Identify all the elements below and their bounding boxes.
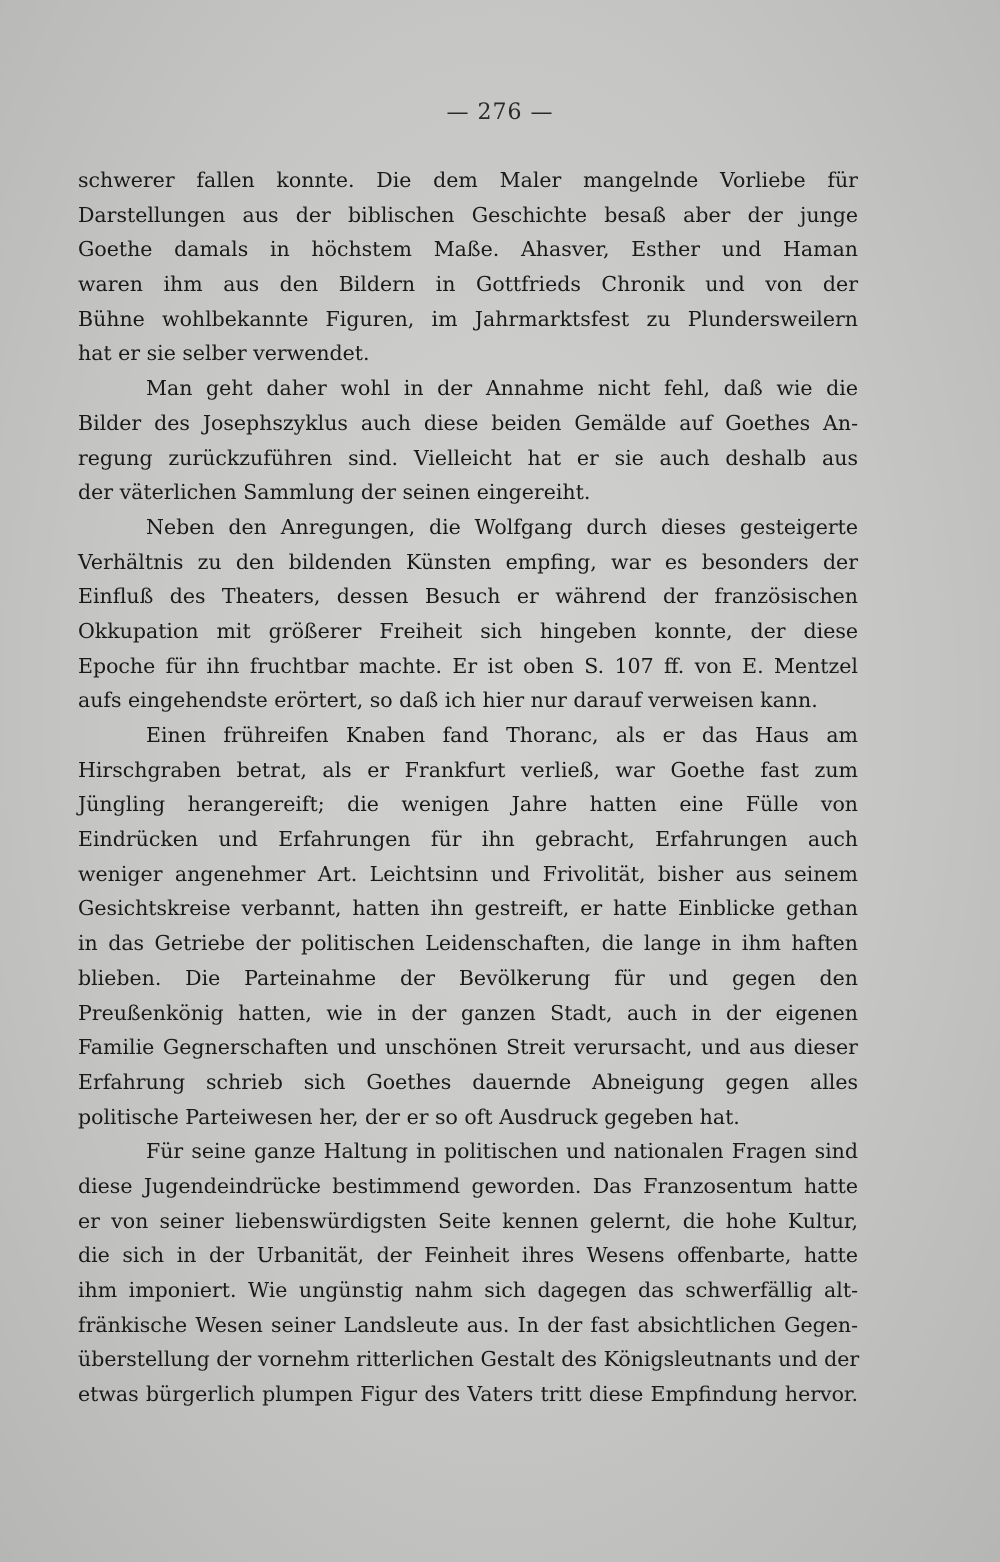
text-line: schwerer fallen konnte. Die dem Maler mangelnde Vorliebe für [78,168,858,192]
text-line: Man geht daher wohl in der Annahme nicht fehl, daß wie die [146,376,858,401]
text-line: diese Jugendeindrücke bestimmend geworden. Das Franzosentum hatte [78,1173,858,1198]
text-line: aufs eingehendste erörtert, so daß ich hier nur darauf verweisen kann. [78,688,818,713]
text-line: Hirschgraben betrat, als er Frankfurt verließ, war Goethe fast zum [78,757,858,782]
text-line: Einen frühreifen Knaben fand Thoranc, als er das Haus am [146,723,858,747]
text-line: Familie Gegnerschaften und unschönen Streit verursacht, und aus dieser [78,1035,858,1060]
paragraph [78,718,858,1134]
text-line: Neben den Anregungen, die Wolfgang durch dieses gesteigerte [146,514,858,539]
text-line: etwas bürgerlich plumpen Figur des Vaters tritt diese Empfindung hervor. [78,1382,858,1407]
text-line: Jüngling herangereift; die wenigen Jahre hatten eine Fülle von [78,792,858,817]
text-line: überstellung der vornehm ritterlichen Gestalt des Königsleutnants und der [78,1347,860,1372]
text-line: Okkupation mit größerer Freiheit sich hingeben konnte, der diese [78,618,858,643]
text-line: er von seiner liebenswürdigsten Seite kennen gelernt, die hohe Kultur, [78,1208,858,1233]
text-line: Für seine ganze Haltung in politischen und nationalen Fragen sind [146,1139,858,1164]
text-line: regung zurückzuführen sind. Vielleicht hat er sie auch deshalb aus [78,445,858,470]
text-line: blieben. Die Parteinahme der Bevölkerung für und gegen den [78,965,858,990]
text-line: waren ihm aus den Bildern in Gottfrieds Chronik und von der [78,272,858,297]
text-line: fränkische Wesen seiner Landsleute aus. In der fast absichtlichen Gegen- [78,1312,858,1337]
text-line: die sich in der Urbanität, der Feinheit ihres Wesens offenbarte, hatte [78,1243,858,1268]
text-line: Einfluß des Theaters, dessen Besuch er während der französischen [78,584,858,609]
text-line: Eindrücken und Erfahrungen für ihn gebracht, Erfahrungen auch [78,827,858,852]
text-line: Bühne wohlbekannte Figuren, im Jahrmarktsfest zu Plundersweilern [78,306,858,331]
text-line: politische Parteiwesen her, der er so oft Ausdruck gegeben hat. [78,1104,740,1129]
text-line: weniger angenehmer Art. Leichtsinn und Frivolität, bisher aus seinem [78,861,858,886]
text-line: Epoche für ihn fruchtbar machte. Er ist oben S. 107 ff. von E. Mentzel [78,653,858,678]
text-line: ihm imponiert. Wie ungünstig nahm sich dagegen das schwerfällig alt- [78,1278,858,1302]
text-line: Verhältnis zu den bildenden Künsten empfing, war es besonders der [78,549,858,574]
text-line: Erfahrung schrieb sich Goethes dauernde Abneigung gegen alles [78,1069,858,1094]
paragraph [78,163,858,371]
text-line: in das Getriebe der politischen Leidenschaften, die lange in ihm haften [78,931,858,956]
text-line: Bilder des Josephszyklus auch diese beiden Gemälde auf Goethes An- [78,410,858,435]
page-body [78,163,858,1412]
paragraph [78,371,858,510]
text-line: Gesichtskreise verbannt, hatten ihn gestreift, er hatte Einblicke gethan [78,896,858,921]
paragraph [78,510,858,718]
text-line: Preußenkönig hatten, wie in der ganzen Stadt, auch in der eigenen [78,1000,858,1025]
page-number: — 276 — [446,100,554,125]
text-line: hat er sie selber verwendet. [78,341,370,366]
text-line: Goethe damals in höchstem Maße. Ahasver, Esther und Haman [78,237,858,262]
text-line: Darstellungen aus der biblischen Geschichte besaß aber der junge [78,202,858,227]
paragraph [78,1134,858,1412]
text-line: der väterlichen Sammlung der seinen eingereiht. [78,480,591,505]
